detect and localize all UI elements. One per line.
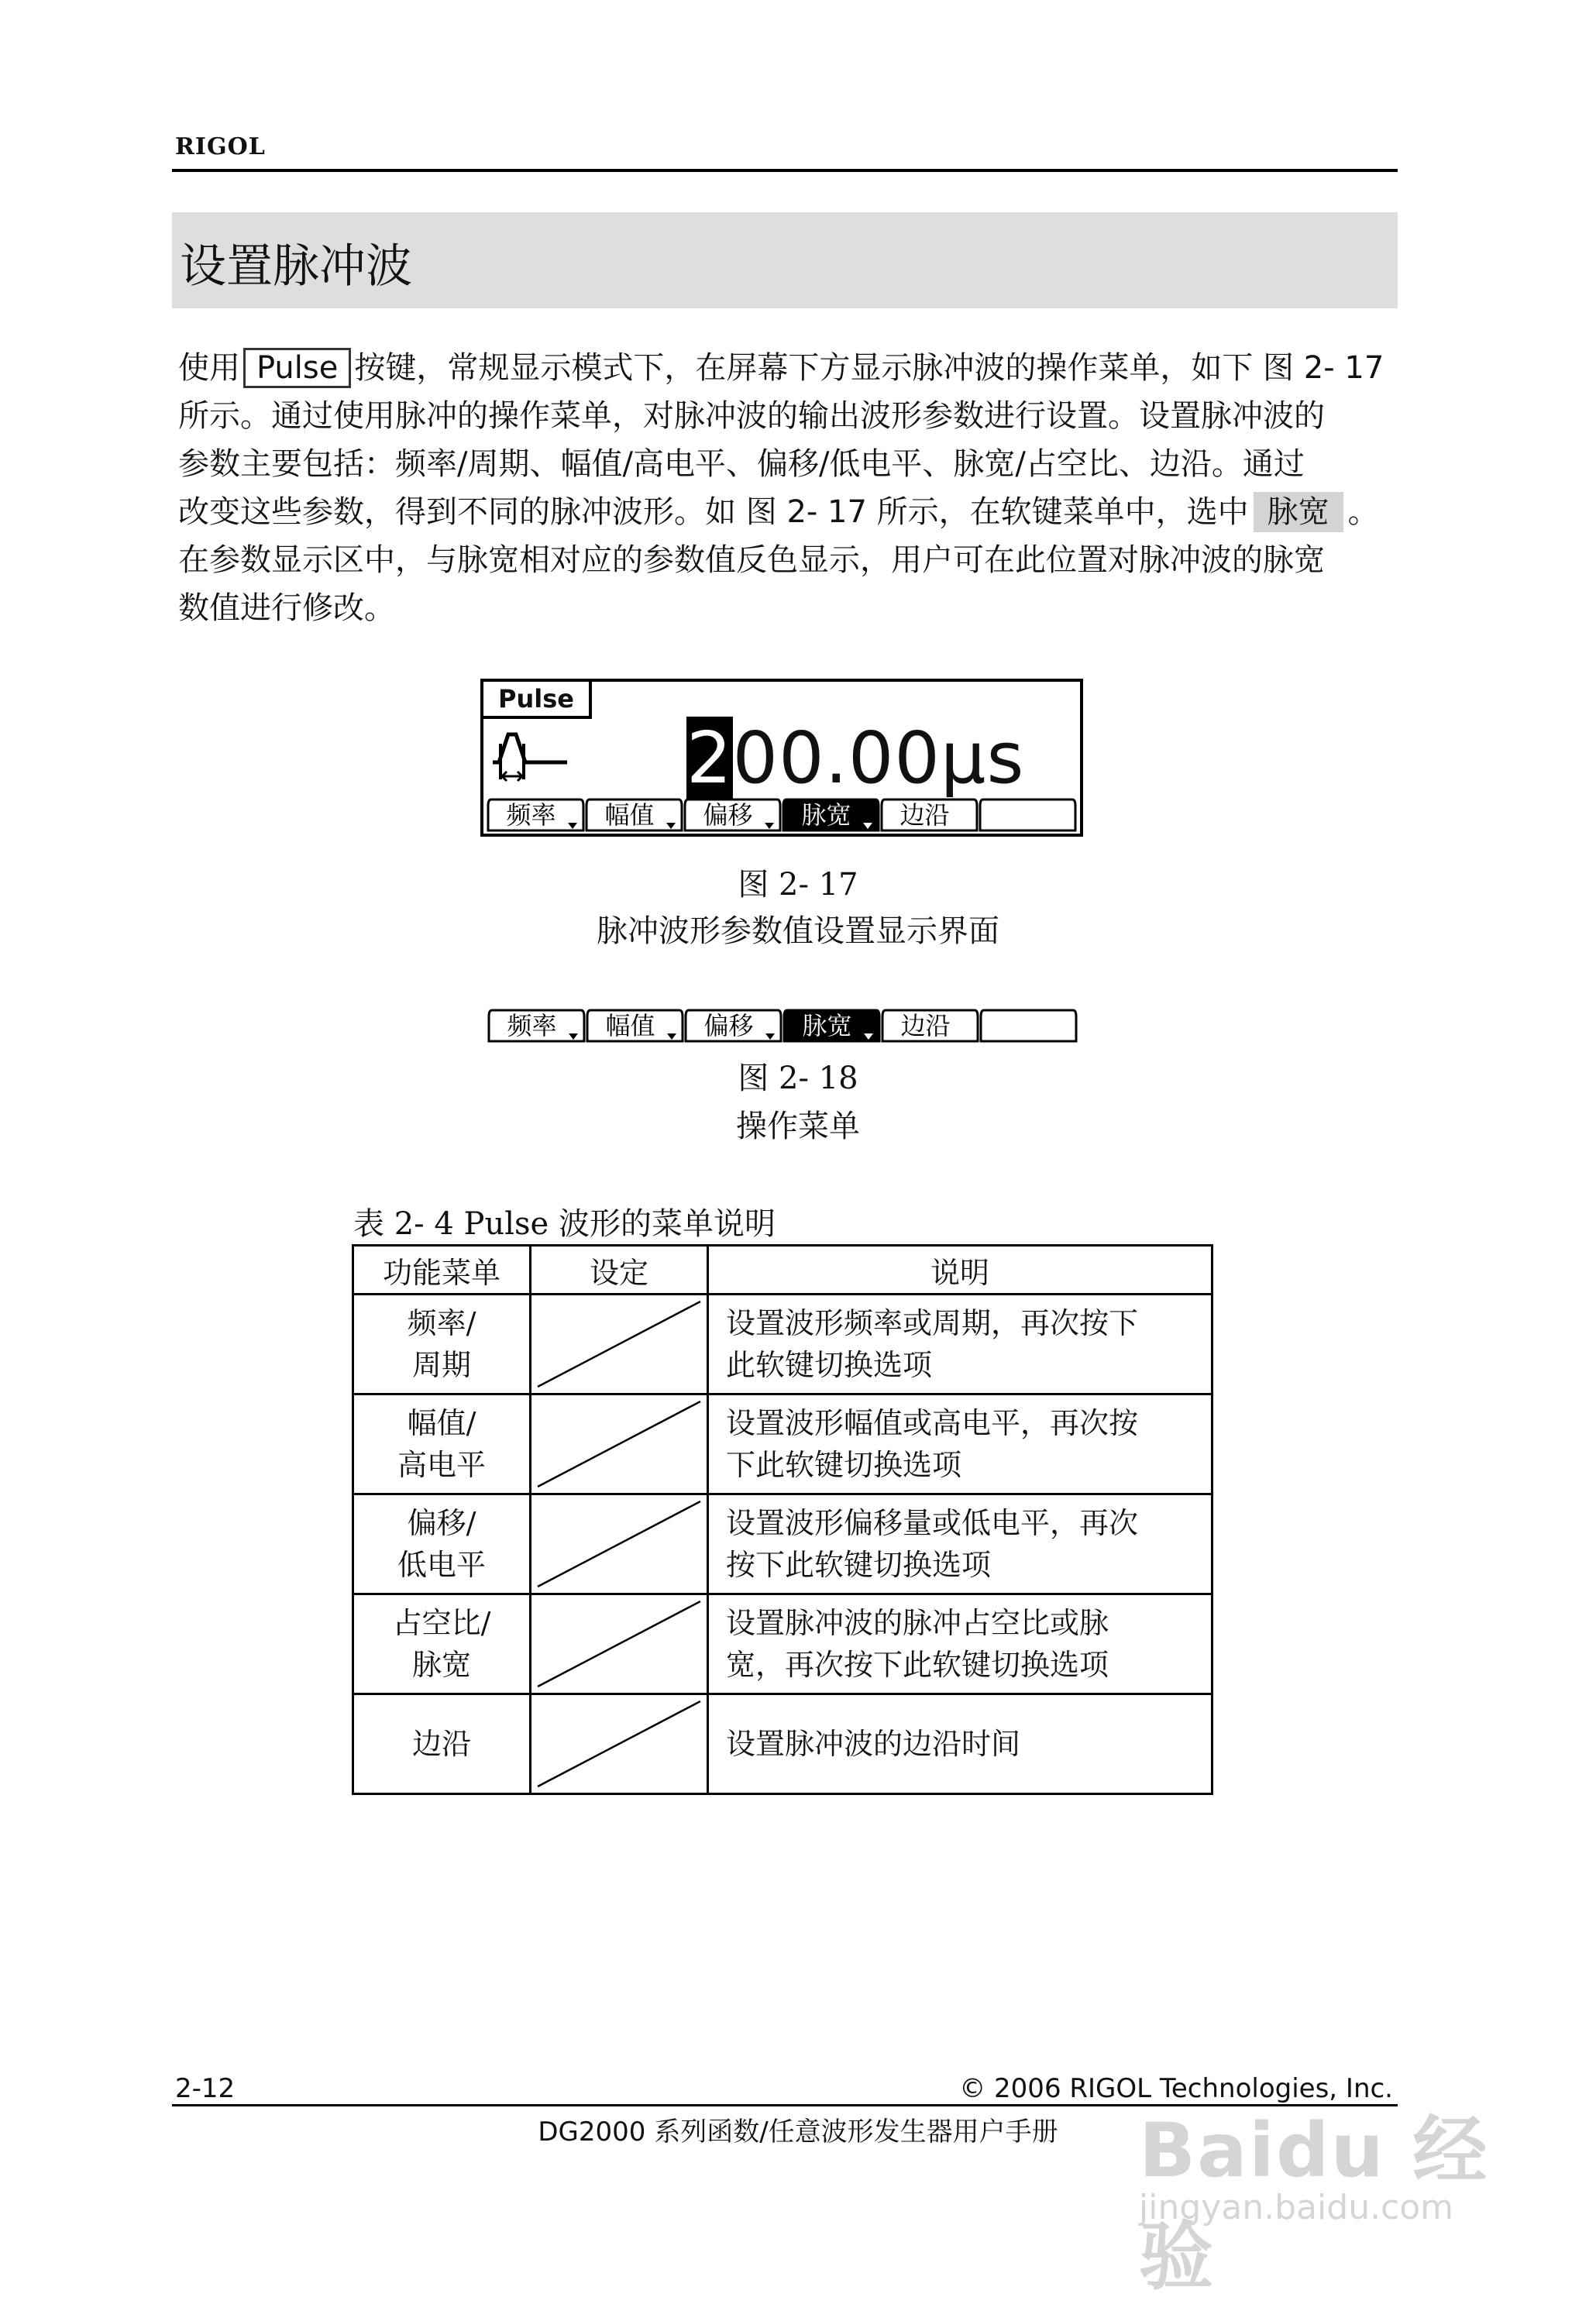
softkey-frequency xyxy=(488,800,583,830)
section-title: 设置脉冲波 xyxy=(180,239,412,294)
intro-text: 使用 xyxy=(178,350,240,386)
intro-line-5: 在参数显示区中，与脉宽相对应的参数值反色显示，用户可在此位置对脉冲波的脉宽 xyxy=(178,542,1325,578)
softkey-label: 脉宽 xyxy=(801,800,851,830)
softkey-frequency xyxy=(489,1010,584,1041)
function-cell xyxy=(353,1394,531,1494)
figure-ref: 2- 17 xyxy=(786,494,867,530)
function-line: 脉宽 xyxy=(411,1648,471,1682)
setting-cell xyxy=(531,1394,708,1494)
table-title: 表 2- 4 Pulse 波形的菜单说明 xyxy=(353,1206,776,1242)
diagonal-slash xyxy=(531,1595,707,1693)
description-line: 此软键切换选项 xyxy=(726,1348,933,1382)
col-header-function: 功能菜单 xyxy=(353,1246,531,1295)
intro-text: 按键，常规显示模式下，在屏幕下方显示脉冲波的操作菜单，如下 图 xyxy=(354,350,1295,386)
description-line: 下此软键切换选项 xyxy=(726,1448,962,1482)
function-line: 高电平 xyxy=(397,1448,486,1482)
watermark-url: jingyan.baidu.com xyxy=(1139,2188,1454,2227)
header-rule xyxy=(172,169,1398,172)
function-cell xyxy=(353,1594,531,1694)
table-row xyxy=(353,1394,1212,1494)
softkey-pulse-width xyxy=(784,1010,879,1041)
description-line: 设置脉冲波的脉冲占空比或脉 xyxy=(726,1606,1109,1640)
watermark-logo: Baidu 经验 xyxy=(1139,2107,1489,2300)
softkey-label: 幅值 xyxy=(604,800,655,830)
intro-text: 。 xyxy=(1347,494,1379,530)
value-cursor: 2 xyxy=(686,717,733,800)
lcd-softkey-menu xyxy=(487,798,1077,832)
col-header-description: 说明 xyxy=(708,1246,1212,1295)
baidu-watermark xyxy=(1139,2030,1542,2300)
brand-label: RIGOL xyxy=(175,133,266,160)
softkey-edge xyxy=(882,1010,978,1041)
operation-menu-bar xyxy=(483,1009,1082,1043)
diagonal-slash xyxy=(531,1695,707,1793)
softkey-offset xyxy=(686,1010,781,1041)
intro-paragraph xyxy=(178,344,1396,632)
function-cell xyxy=(353,1694,531,1794)
function-line: 边沿 xyxy=(411,1727,471,1761)
setting-cell xyxy=(531,1295,708,1394)
softkey-amplitude xyxy=(586,800,682,830)
intro-line-4 xyxy=(178,488,1396,536)
setting-cell xyxy=(531,1494,708,1594)
softkey-amplitude xyxy=(587,1010,683,1041)
softkey-label: 频率 xyxy=(506,800,556,830)
softkey-label: 频率 xyxy=(507,1011,557,1040)
intro-line-1 xyxy=(178,344,1396,392)
table-row xyxy=(353,1295,1212,1394)
softkey-label: 脉宽 xyxy=(802,1011,852,1040)
value-rest: 00.00μs xyxy=(732,717,1025,800)
function-line: 低电平 xyxy=(397,1548,486,1582)
intro-text: 改变这些参数，得到不同的脉冲波形。如 图 xyxy=(178,494,777,530)
description-cell xyxy=(708,1394,1212,1494)
function-line: 幅值/ xyxy=(407,1406,476,1440)
diagonal-slash xyxy=(531,1395,707,1493)
intro-line-2: 所示。通过使用脉冲的操作菜单，对脉冲波的输出波形参数进行设置。设置脉冲波的 xyxy=(178,398,1325,434)
description-line: 宽，再次按下此软键切换选项 xyxy=(726,1648,1109,1682)
diagonal-slash xyxy=(531,1295,707,1393)
intro-line-3: 参数主要包括：频率/周期、幅值/高电平、偏移/低电平、脉宽/占空比、边沿。通过 xyxy=(178,446,1305,482)
softkey-label: 边沿 xyxy=(899,800,950,830)
description-line: 设置脉冲波的边沿时间 xyxy=(726,1727,1021,1761)
function-cell xyxy=(353,1494,531,1594)
description-line: 按下此软键切换选项 xyxy=(726,1548,992,1582)
intro-text: 所示，在软键菜单中，选中 xyxy=(876,494,1249,530)
lcd-display xyxy=(480,679,1083,837)
table-row xyxy=(353,1594,1212,1694)
description-cell xyxy=(708,1594,1212,1694)
softkey-empty xyxy=(980,800,1075,830)
setting-cell xyxy=(531,1694,708,1794)
function-cell xyxy=(353,1295,531,1394)
pulse-key: Pulse xyxy=(243,348,351,388)
copyright: © 2006 RIGOL Technologies, Inc. xyxy=(959,2073,1393,2104)
softkey-label: 边沿 xyxy=(900,1011,951,1040)
softkey-pulse-width xyxy=(783,800,879,830)
function-line: 偏移/ xyxy=(407,1506,476,1540)
pulse-width-softkey: 脉宽 xyxy=(1254,492,1343,532)
softkey-offset xyxy=(685,800,780,830)
fig18-number: 图 2- 18 xyxy=(738,1061,858,1096)
function-line: 占空比/ xyxy=(392,1606,491,1640)
manual-title: DG2000 系列函数/任意波形发生器用户手册 xyxy=(538,2117,1058,2148)
table-row xyxy=(353,1494,1212,1594)
pulse-menu-table xyxy=(352,1244,1213,1795)
col-header-setting: 设定 xyxy=(531,1246,708,1295)
table-row xyxy=(353,1694,1212,1794)
description-line: 设置波形幅值或高电平，再次按 xyxy=(726,1406,1139,1440)
description-cell xyxy=(708,1494,1212,1594)
pulse-width-value xyxy=(686,716,1024,801)
softkey-label: 幅值 xyxy=(605,1011,655,1040)
diagonal-slash xyxy=(531,1495,707,1593)
softkey-label: 偏移 xyxy=(703,1011,754,1040)
softkey-edge xyxy=(882,800,977,830)
description-line: 设置波形频率或周期，再次按下 xyxy=(726,1306,1139,1340)
lcd-mode-tab: Pulse xyxy=(483,682,592,719)
fig17-caption: 脉冲波形参数值设置显示界面 xyxy=(597,913,999,949)
page-number: 2-12 xyxy=(175,2073,236,2104)
table-header-row xyxy=(353,1246,1212,1295)
softkey-label: 偏移 xyxy=(703,800,753,830)
fig17-number: 图 2- 17 xyxy=(738,867,858,903)
description-cell xyxy=(708,1694,1212,1794)
intro-line-6: 数值进行修改。 xyxy=(178,590,395,626)
figure-ref: 2- 17 xyxy=(1303,350,1384,386)
softkey-empty xyxy=(981,1010,1076,1041)
function-line: 频率/ xyxy=(407,1306,476,1340)
pulse-wave-icon xyxy=(490,725,575,800)
function-line: 周期 xyxy=(411,1348,471,1382)
fig18-caption: 操作菜单 xyxy=(736,1109,860,1144)
description-line: 设置波形偏移量或低电平，再次 xyxy=(726,1506,1139,1540)
setting-cell xyxy=(531,1594,708,1694)
description-cell xyxy=(708,1295,1212,1394)
